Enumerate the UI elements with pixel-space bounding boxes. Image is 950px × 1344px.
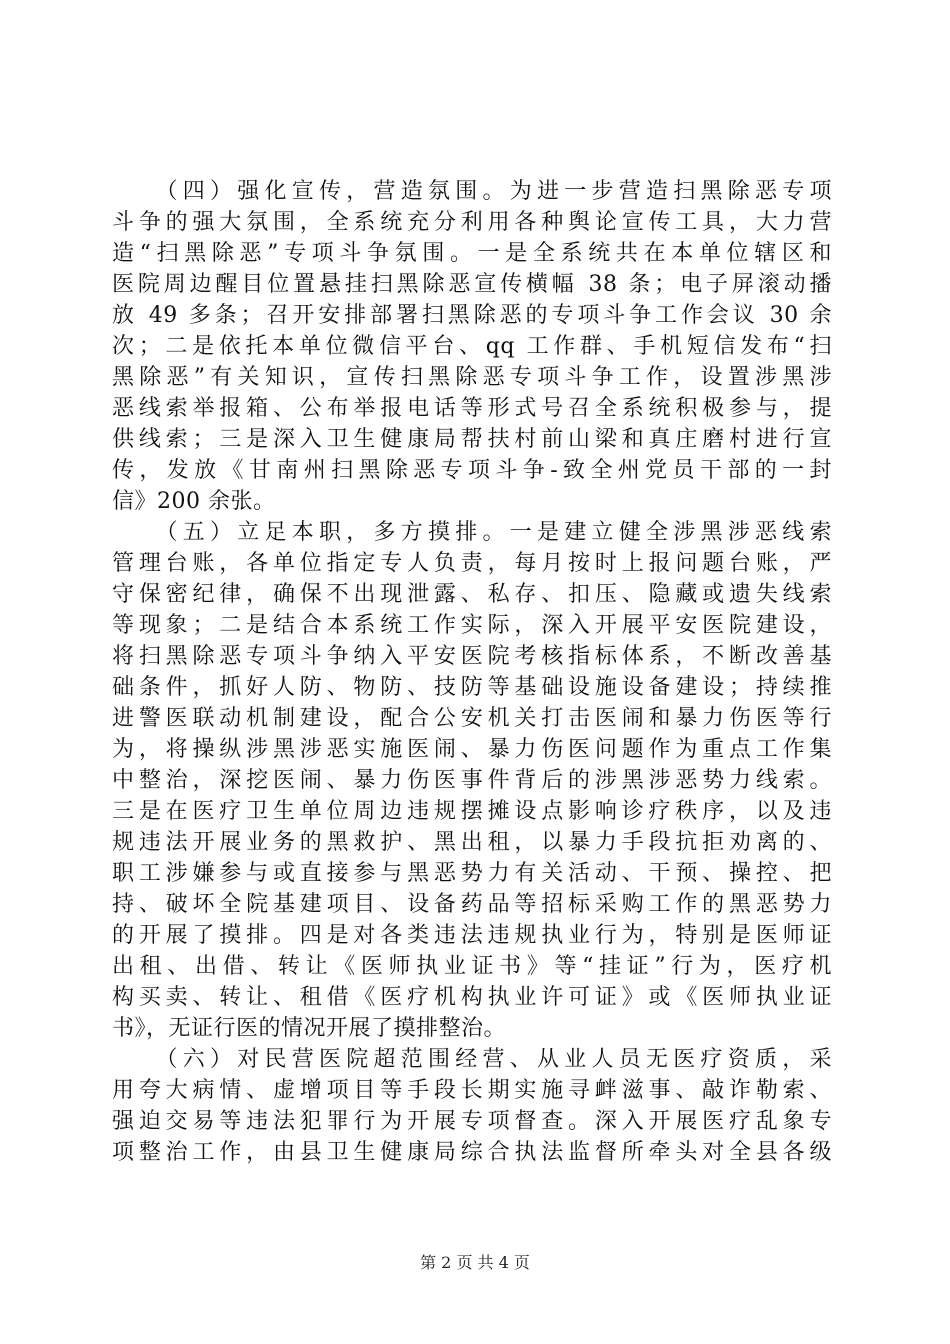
text-line: 供线索；三是深入卫生健康局帮扶村前山梁和真庄磨村进行宣 [112, 427, 832, 452]
text-line: 中整治，深挖医闹、暴力伤医事件背后的涉黑涉恶势力线索。 [112, 768, 832, 793]
text-line: 用夸大病情、虚增项目等手段长期实施寻衅滋事、敲诈勒索、 [112, 1078, 832, 1103]
text-line: 的开展了摸排。四是对各类违法违规执业行为，特别是医师证 [112, 923, 832, 948]
text-line: 规违法开展业务的黑救护、黑出租，以暴力手段抗拒劝离的、 [112, 830, 832, 855]
text-line: （四）强化宣传，营造氛围。为进一步营造扫黑除恶专项 [112, 179, 832, 204]
page-number-footer: 第 2 页 共 4 页 [420, 1253, 530, 1272]
text-line: 守保密纪律，确保不出现泄露、私存、扣压、隐藏或遗失线索 [112, 582, 832, 607]
document-body [112, 176, 832, 1168]
text-line: 放 49 多条；召开安排部署扫黑除恶的专项斗争工作会议 30 余 [112, 303, 832, 328]
text-line: 强迫交易等违法犯罪行为开展专项督查。深入开展医疗乱象专 [112, 1109, 832, 1134]
text-line: 恶线索举报箱、公布举报电话等形式号召全系统积极参与，提 [112, 396, 832, 421]
text-line: 黑除恶”有关知识，宣传扫黑除恶专项斗争工作，设置涉黑涉 [112, 365, 832, 390]
text-line: 为，将操纵涉黑涉恶实施医闹、暴力伤医问题作为重点工作集 [112, 737, 832, 762]
text-line: 管理台账，各单位指定专人负责，每月按时上报问题台账，严 [112, 551, 832, 576]
text-line: 次；二是依托本单位微信平台、qq 工作群、手机短信发布“扫 [112, 334, 832, 359]
text-line: 医院周边醒目位置悬挂扫黑除恶宣传横幅 38 条；电子屏滚动播 [112, 272, 832, 297]
paragraph-six [112, 1044, 832, 1168]
text-line: 等现象；二是结合本系统工作实际，深入开展平安医院建设， [112, 613, 832, 638]
paragraph-four [112, 176, 832, 517]
paragraph-five [112, 517, 832, 1044]
text-line: （五）立足本职，多方摸排。一是建立健全涉黑涉恶线索 [112, 520, 832, 545]
text-line: （六）对民营医院超范围经营、从业人员无医疗资质，采 [112, 1047, 832, 1072]
text-line: 传，发放《甘南州扫黑除恶专项斗争-致全州党员干部的一封 [112, 458, 832, 483]
text-line: 出租、出借、转让《医师执业证书》等“挂证”行为，医疗机 [112, 954, 832, 979]
text-line: 进警医联动机制建设，配合公安机关打击医闹和暴力伤医等行 [112, 706, 832, 731]
text-line: 持、破坏全院基建项目、设备药品等招标采购工作的黑恶势力 [112, 892, 832, 917]
text-line: 三是在医疗卫生单位周边违规摆摊设点影响诊疗秩序，以及违 [112, 799, 832, 824]
text-line: 将扫黑除恶专项斗争纳入平安医院考核指标体系，不断改善基 [112, 644, 832, 669]
text-line: 造“扫黑除恶”专项斗争氛围。一是全系统共在本单位辖区和 [112, 241, 832, 266]
text-line: 础条件，抓好人防、物防、技防等基础设施设备建设；持续推 [112, 675, 832, 700]
text-line: 书》，无证行医的情况开展了摸排整治。 [112, 1016, 507, 1041]
text-line: 构买卖、转让、租借《医疗机构执业许可证》或《医师执业证 [112, 985, 832, 1010]
text-line: 信》200 余张。 [112, 489, 276, 514]
text-line: 职工涉嫌参与或直接参与黑恶势力有关活动、干预、操控、把 [112, 861, 832, 886]
text-line: 项整治工作，由县卫生健康局综合执法监督所牵头对全县各级 [112, 1140, 832, 1165]
text-line: 斗争的强大氛围，全系统充分利用各种舆论宣传工具，大力营 [112, 210, 832, 235]
